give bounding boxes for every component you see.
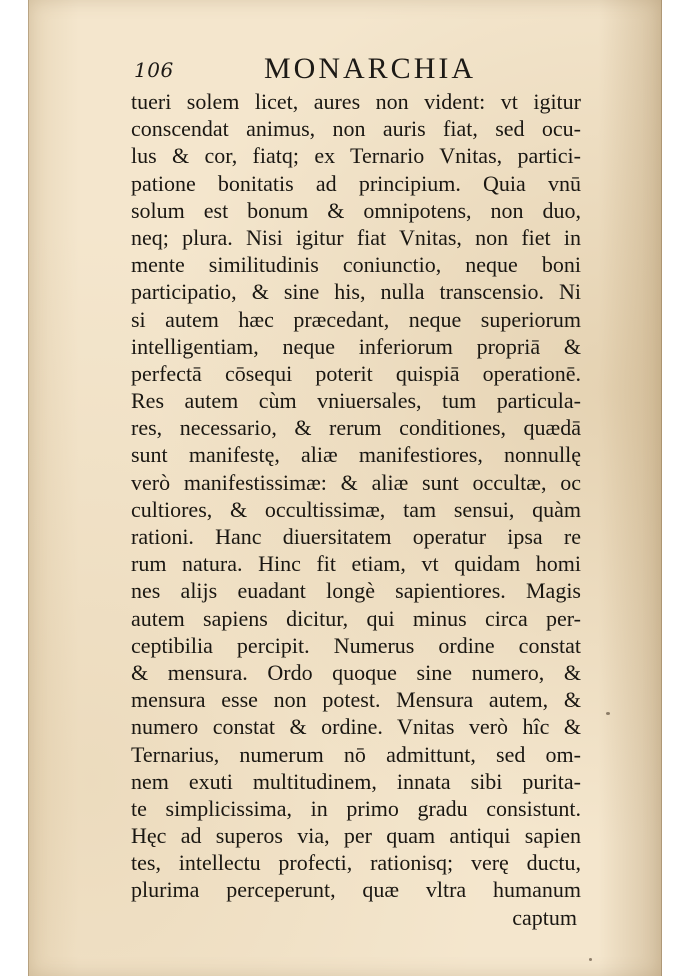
catchword: captum <box>512 904 577 930</box>
ink-spot <box>606 712 610 715</box>
text-line: sunt manifestę, aliæ manifestiores, nonnullę <box>131 442 581 468</box>
ink-spot <box>589 958 592 961</box>
text-line: numero constat & ordine. Vnitas verò hîc & <box>131 714 581 740</box>
text-line: te simplicissima, in primo gradu consistunt. <box>131 795 581 821</box>
page-header <box>134 52 554 88</box>
text-line: Hęc ad superos via, per quam antiqui sapien <box>131 823 581 849</box>
text-line: rum natura. Hinc fit etiam, vt quidam homi <box>131 551 581 577</box>
text-line: mente similitudinis coniunctio, neque boni <box>131 252 581 278</box>
text-line: autem sapiens dicitur, qui minus circa per- <box>131 605 581 631</box>
text-line: rationi. Hanc diuersitatem operatur ipsa re <box>131 524 581 549</box>
text-line: res, necessario, & rerum conditiones, quædā <box>131 415 581 441</box>
text-line: conscendat animus, non auris fiat, sed ocu- <box>131 116 581 142</box>
text-line: solum est bonum & omnipotens, non duo, <box>131 197 581 223</box>
text-line: nes alijs euadant longè sapientiores. Magis <box>131 578 581 604</box>
page-number: 106 <box>134 58 174 82</box>
text-line: nem exuti multitudinem, innata sibi purita- <box>131 768 581 794</box>
text-line: ceptibilia percipit. Numerus ordine constat <box>131 632 581 658</box>
text-line: plurima perceperunt, quæ vltra humanum <box>131 877 581 903</box>
text-line: neq; plura. Nisi igitur fiat Vnitas, non fiet in <box>131 224 581 250</box>
text-line: tueri solem licet, aures non vident: vt igitur <box>131 89 581 114</box>
body-text <box>131 88 581 931</box>
text-line: perfectā cōsequi poterit quispiā operationē. <box>131 360 581 386</box>
text-line: intelligentiam, neque inferiorum propriā & <box>131 333 581 359</box>
text-line: patione bonitatis ad principium. Quia vnū <box>131 170 581 196</box>
text-line: tes, intellectu profecti, rationisq; verę ductu, <box>131 850 581 876</box>
left-page-edge <box>28 0 29 976</box>
running-head: MONARCHIA <box>264 52 477 85</box>
text-line: lus & cor, fiatq; ex Ternario Vnitas, partici- <box>131 143 581 169</box>
text-line: verò manifestissimæ: & aliæ sunt occultæ, oc <box>131 469 581 495</box>
text-line: & mensura. Ordo quoque sine numero, & <box>131 659 581 685</box>
text-line: mensura esse non potest. Mensura autem, & <box>131 687 581 713</box>
text-line: Res autem cùm vniuersales, tum particula- <box>131 388 581 414</box>
text-line: participatio, & sine his, nulla transcensio. Ni <box>131 279 581 305</box>
text-line: si autem hæc præcedant, neque superiorum <box>131 306 581 332</box>
text-line: cultiores, & occultissimæ, tam sensui, quàm <box>131 496 581 522</box>
right-page-edge <box>661 0 662 976</box>
text-line: Ternarius, numerum nō admittunt, sed om- <box>131 741 581 767</box>
